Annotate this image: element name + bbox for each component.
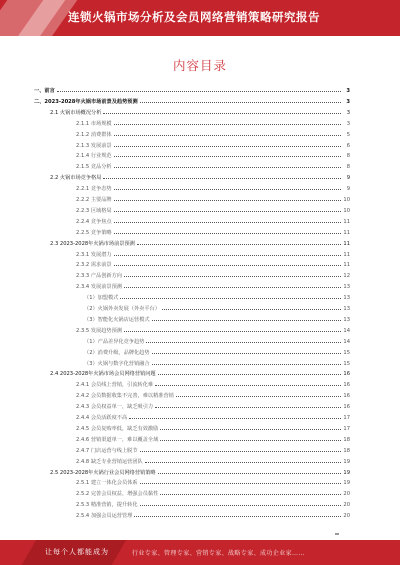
toc-heading: 内容目录 <box>172 58 227 73</box>
toc-entry-label: 2.4.6 营销渠道单一，难以覆盖全域 <box>76 436 159 443</box>
toc-entry[interactable] <box>34 95 350 105</box>
report-header <box>0 0 400 36</box>
toc-leader-dots <box>152 320 341 321</box>
toc-entry-page: 9 <box>346 175 350 182</box>
toc-entry-label: 2.1 火锅市场概况分析 <box>50 109 102 116</box>
toc-entry-label: （3）火锅与数字化营销融合 <box>84 360 150 367</box>
toc-entry-label: 2.4.4 会员活跃度不高 <box>76 415 128 421</box>
toc-leader-dots <box>134 516 341 517</box>
toc-leader-dots <box>114 156 341 157</box>
toc-entry[interactable] <box>76 487 350 497</box>
toc-entry[interactable] <box>76 204 350 214</box>
toc-leader-dots <box>146 342 341 343</box>
toc-entry-page: 3 <box>346 98 350 105</box>
toc-leader-dots <box>114 255 341 256</box>
toc-entry[interactable] <box>76 215 350 225</box>
toc-entry[interactable] <box>84 291 350 301</box>
page-mark <box>335 533 339 535</box>
footer-tags: 行业专家、管理专家、营销专家、战略专家、成功企业家…… <box>132 550 305 557</box>
toc-leader-dots <box>103 113 341 114</box>
toc-entry-page: 16 <box>343 382 350 389</box>
toc-leader-dots <box>176 396 341 397</box>
toc-leader-dots <box>140 483 341 484</box>
toc-entry[interactable] <box>76 509 350 519</box>
toc-entry-page: 17 <box>343 415 350 421</box>
toc-entry-label: （2）消费升级，品牌化趋势 <box>84 349 150 356</box>
toc-leader-dots <box>114 200 341 201</box>
toc-entry[interactable] <box>76 149 350 159</box>
toc-entry[interactable] <box>76 433 350 443</box>
toc-entry-label: 2.5.1 建立一体化会员体系 <box>76 480 138 487</box>
toc-leader-dots <box>120 298 341 299</box>
toc-leader-dots <box>114 189 341 190</box>
toc-entry-page: 20 <box>343 491 350 498</box>
toc-leader-dots <box>114 167 341 168</box>
toc-entry[interactable] <box>76 182 350 192</box>
toc-entry[interactable] <box>76 422 350 432</box>
toc-leader-dots <box>155 407 341 408</box>
toc-entry-page: 16 <box>343 371 350 378</box>
toc-leader-dots <box>145 462 341 463</box>
toc-entry[interactable] <box>76 411 350 421</box>
toc-leader-dots <box>114 233 341 234</box>
toc-entry-label: 2.1.5 竞品分析 <box>76 164 112 171</box>
toc-entry-page: 11 <box>343 240 350 247</box>
toc-entry-label: 2.3.4 发展前景预测 <box>76 284 122 291</box>
toc-entry[interactable] <box>76 258 350 268</box>
toc-entry-label: （1）产品差异化竞争趋势 <box>84 338 145 345</box>
toc-entry-page: 6 <box>346 142 350 149</box>
toc-entry[interactable] <box>50 106 350 116</box>
toc-leader-dots <box>152 364 341 365</box>
toc-entry-label: 2.4.1 会员线上营销，引流转化难 <box>76 382 154 389</box>
toc-entry-label: 2.5.4 加强会员运营管理 <box>76 513 133 520</box>
toc-entry-label: 2.2.1 竞争态势 <box>76 186 112 193</box>
toc-entry-label: 2.5.3 精准营销，提升转化 <box>76 502 138 509</box>
toc-leader-dots <box>114 146 341 147</box>
toc-entry-label: （3）智能化火锅店运营模式 <box>84 316 150 323</box>
toc-leader-dots <box>129 418 341 419</box>
toc-entry-page: 13 <box>343 306 350 312</box>
toc-entry[interactable] <box>50 466 350 476</box>
toc-leader-dots <box>124 331 341 332</box>
toc-entry-page: 13 <box>343 284 350 291</box>
toc-entry[interactable] <box>34 84 350 94</box>
toc-entry[interactable] <box>76 280 350 290</box>
toc-entry[interactable] <box>50 171 350 181</box>
toc-entry[interactable] <box>84 346 350 356</box>
toc-leader-dots <box>137 244 341 245</box>
toc-entry[interactable] <box>84 357 350 367</box>
toc-entry-page: 11 <box>343 218 350 225</box>
toc-leader-dots <box>152 353 341 354</box>
toc-entry-page: 8 <box>346 164 350 171</box>
toc-entry-label: 2.2.5 竞争策略 <box>76 229 112 236</box>
toc-entry-label: 2.2 火锅市场竞争格局 <box>50 175 102 182</box>
report-title: 连锁火锅市场分析及会员网络营销策略研究报告 <box>68 10 320 24</box>
toc-leader-dots <box>114 124 341 125</box>
toc-entry-label: 2.5 2023-2028年火锅行业会员网络营销策略 <box>50 469 156 476</box>
toc-entry-page: 3 <box>346 88 350 94</box>
toc-entry-page: 16 <box>343 393 350 400</box>
toc-entry[interactable] <box>76 128 350 138</box>
toc-entry-page: 20 <box>343 513 350 520</box>
toc-entry-page: 11 <box>343 251 350 258</box>
toc-entry-label: 2.1.4 行业规范 <box>76 153 112 160</box>
toc-entry[interactable] <box>76 139 350 149</box>
toc-leader-dots <box>160 494 341 495</box>
toc-entry-page: 18 <box>343 447 350 454</box>
toc-entry-page: 13 <box>343 295 350 302</box>
toc-entry[interactable] <box>76 476 350 486</box>
toc-entry[interactable] <box>76 324 350 334</box>
toc-entry-page: 10 <box>343 197 350 203</box>
toc-entry-page: 14 <box>343 327 350 334</box>
toc-entry-label: 2.2.3 区域格局 <box>76 207 112 214</box>
toc-entry-label: 2.4.2 会员数据收集不完善，难以精准营销 <box>76 393 174 400</box>
toc-entry-page: 19 <box>343 458 350 465</box>
toc-leader-dots <box>162 309 341 310</box>
toc-leader-dots <box>160 440 341 441</box>
toc-entry-label: 2.4 2023-2028年火锅市场会员网络营销问题 <box>50 371 156 378</box>
toc-entry-page: 9 <box>346 186 350 193</box>
toc-entry-label: 2.3.5 发展趋势预测 <box>76 327 122 334</box>
toc-entry[interactable] <box>76 226 350 236</box>
toc-leader-dots <box>114 135 341 136</box>
toc-entry[interactable] <box>76 455 350 465</box>
footer-banner <box>0 540 400 565</box>
toc-entry-label: 2.2.2 主要品牌 <box>76 197 112 203</box>
toc-entry-page: 8 <box>346 153 350 160</box>
toc-entry[interactable] <box>76 444 350 454</box>
toc-entry[interactable] <box>50 237 350 247</box>
toc-entry-page: 13 <box>343 316 350 323</box>
toc-entry-label: 2.3.2 需求前景 <box>76 262 112 269</box>
toc-leader-dots <box>114 211 341 212</box>
toc-entry-page: 3 <box>346 109 350 116</box>
toc-leader-dots <box>103 178 341 179</box>
footer-slogan: 让每个人都能成为 <box>45 548 109 556</box>
toc-leader-dots <box>140 505 341 506</box>
toc-entry-label: 2.1.2 消费群体 <box>76 131 112 138</box>
toc-entry-page: 15 <box>343 360 350 367</box>
toc-entry-label: （2）火锅外卖发展（外卖平台） <box>84 306 160 312</box>
toc-entry-page: 19 <box>343 469 350 476</box>
toc-entry[interactable] <box>76 160 350 170</box>
toc-entry-page: 12 <box>343 273 350 280</box>
toc-entry[interactable] <box>76 400 350 410</box>
toc-entry-page: 14 <box>343 338 350 345</box>
toc-entry-label: 2.3.3 产品创新方向 <box>76 273 122 280</box>
toc-entry-label: 2.3.1 发展潜力 <box>76 251 112 258</box>
toc-leader-dots <box>114 222 341 223</box>
toc-leader-dots <box>155 385 341 386</box>
toc-entry[interactable] <box>76 389 350 399</box>
toc-entry-page: 19 <box>343 480 350 487</box>
toc-entry-label: 二、2023-2028年火锅市场前景及趋势预测 <box>34 98 138 105</box>
toc-entry[interactable] <box>76 269 350 279</box>
toc-leader-dots <box>140 102 341 103</box>
toc-entry-label: 2.5.2 完善会员权益，增强会员黏性 <box>76 491 159 498</box>
toc-entry-label: 2.4.7 门店运营与线上脱节 <box>76 447 138 454</box>
toc-entry-page: 20 <box>343 502 350 509</box>
toc-entry-label: 2.1.3 发展前景 <box>76 142 112 149</box>
toc-entry-label: （1）加盟模式 <box>84 295 119 302</box>
toc-leader-dots <box>114 265 341 266</box>
toc-entry-label: 2.2.4 竞争焦点 <box>76 218 112 225</box>
toc-leader-dots <box>160 429 341 430</box>
toc-entry[interactable] <box>76 248 350 258</box>
toc-entry-page: 5 <box>346 131 350 138</box>
toc-leader-dots <box>158 374 341 375</box>
toc-entry-page: 11 <box>343 229 350 236</box>
toc-entry-page: 15 <box>343 349 350 356</box>
toc-entry[interactable] <box>84 302 350 312</box>
toc-leader-dots <box>57 91 341 92</box>
toc-entry-page: 16 <box>343 404 350 411</box>
toc-entry[interactable] <box>76 378 350 388</box>
toc-entry-label: 2.4.3 会员权益单一，缺乏吸引力 <box>76 404 154 411</box>
toc-entry-label: 2.3 2023-2028年火锅市场前景预测 <box>50 240 135 247</box>
toc-entry[interactable] <box>76 193 350 203</box>
toc-entry-page: 18 <box>343 436 350 443</box>
toc-entry[interactable] <box>50 367 350 377</box>
toc-entry-page: 11 <box>343 262 350 269</box>
toc-leader-dots <box>158 473 341 474</box>
toc-entry-label: 2.4.8 缺乏专业营销运营团队 <box>76 458 143 465</box>
toc-entry-label: 2.1.1 市场规模 <box>76 120 112 127</box>
toc-entry[interactable] <box>76 117 350 127</box>
toc-entry-page: 10 <box>343 207 350 214</box>
toc-leader-dots <box>140 451 341 452</box>
toc-leader-dots <box>124 287 341 288</box>
toc-entry-label: 2.4.5 会员复购率低，缺乏有效激励 <box>76 425 159 432</box>
toc-entry[interactable] <box>76 498 350 508</box>
toc-entry-page: 3 <box>346 120 350 127</box>
toc-entry-label: 一、前言 <box>34 88 55 94</box>
toc-entry-page: 17 <box>343 425 350 432</box>
toc-entry[interactable] <box>84 313 350 323</box>
toc-leader-dots <box>124 276 341 277</box>
toc-entry[interactable] <box>84 335 350 345</box>
